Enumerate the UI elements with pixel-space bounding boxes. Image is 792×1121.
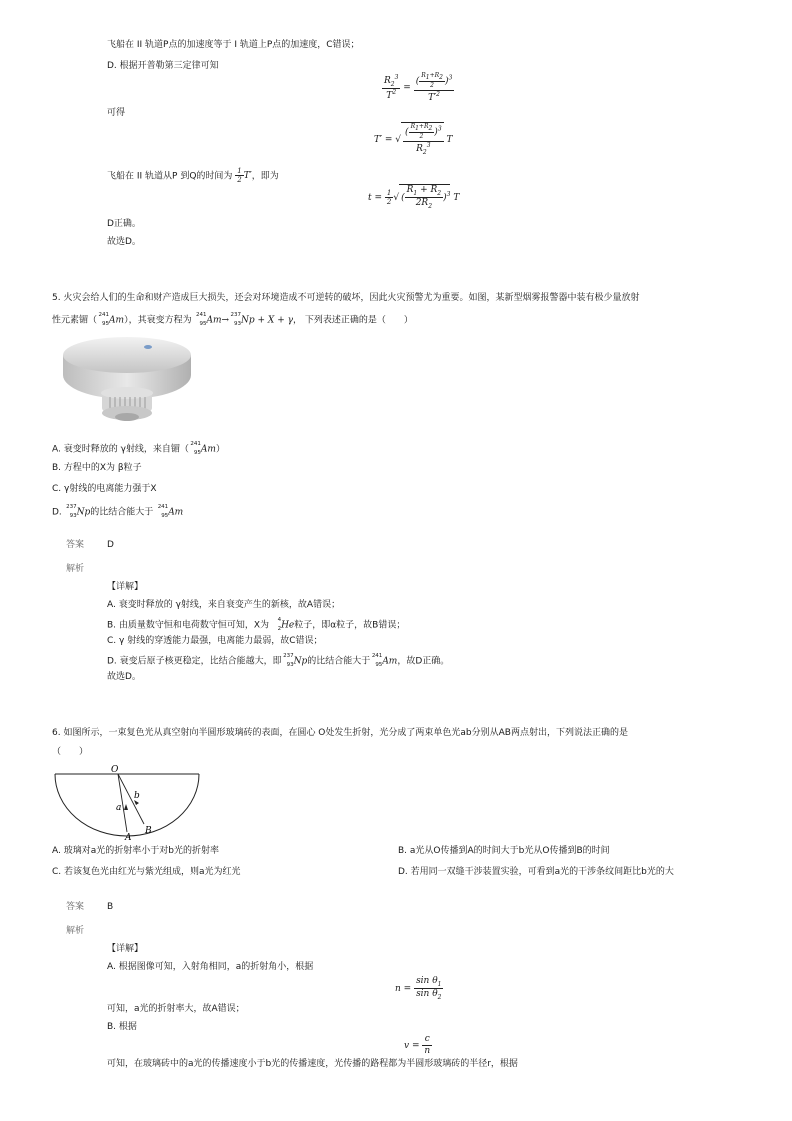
prev-time-line: 飞船在 II 轨道从P 到Q的时间为 $\frac{1}{2}$ T′，即为 xyxy=(107,167,279,185)
q6-solution-b: B. 根据 xyxy=(107,1022,137,1032)
light-speed-equation: v = $\frac{c}{n}$ xyxy=(404,1034,431,1056)
q6-stem-line-1: 6. 如图所示，一束复色光从真空射向半圆形玻璃砖的表面，在圆心 O处发生折射，光分成了两束单色光ab分别从AB两点射出，下列说法正确的是 xyxy=(52,728,628,738)
q5-answer-label: 答案 xyxy=(66,540,85,550)
smoke-detector-illustration xyxy=(60,333,194,433)
refraction-diagram xyxy=(52,762,202,840)
q6-option-b: B. a光从O传播到A的时间大于b光从O传播到B的时间 xyxy=(398,846,610,856)
label-a: a xyxy=(116,803,122,813)
prev-choose: 故选D。 xyxy=(107,237,141,247)
q5-answer-value: D xyxy=(107,540,114,550)
label-B: B xyxy=(145,826,152,836)
q5-option-b: B. 方程中的X为 β粒子 xyxy=(52,463,142,473)
prev-d-correct: D正确。 xyxy=(107,219,141,229)
q6-solution-a: A. 根据图像可知，入射角相同，a的折射角小，根据 xyxy=(107,962,314,972)
prev-option-d: D. 根据开普勒第三定律可知 xyxy=(107,61,219,71)
q6-detail-header: 【详解】 xyxy=(107,944,144,954)
q5-solution-d: D. 衰变后原子核更稳定，比结合能越大，即 237 93 Np的比结合能大于 241 95 Am，故D正确。 xyxy=(107,653,450,668)
q5-choose: 故选D。 xyxy=(107,672,141,682)
q5-stem-line-2: 性元素镅（ 241 95 Am），其衰变方程为 241 95 Am→ 237 93 Np + X + γ， 下列表述正确的是（ ） xyxy=(52,312,413,327)
kepler-equation: $\frac{R_2^3}{T^2}$ = ( $\frac{R1+R2}{2}$ )$^3$ $T'^2$ xyxy=(384,72,453,103)
q5-option-d: D. 237 93 Np的比结合能大于 241 95 Am xyxy=(52,504,184,519)
q5-stem-line-1: 5. 火灾会给人们的生命和财产造成巨大损失，还会对环境造成不可逆转的破坏，因此火灾预警尤为重要。如图，某新型烟雾报警器中装有极少量放射 xyxy=(52,293,640,303)
q5-analysis-label: 解析 xyxy=(66,564,85,574)
q6-answer-value: B xyxy=(107,902,114,912)
q6-option-a: A. 玻璃对a光的折射率小于对b光的折射率 xyxy=(52,846,219,856)
q5-option-c: C. γ射线的电离能力强于X xyxy=(52,484,157,494)
time-equation: t = $\frac{1}{2}$ √ ( $\frac{R_1 + R_2}{2R_2}$ )$^3$ T xyxy=(368,185,460,210)
label-o: O xyxy=(111,765,119,775)
label-b: b xyxy=(134,791,140,801)
q5-detail-header: 【详解】 xyxy=(107,582,144,592)
q6-solution-b-2: 可知，在玻璃砖中的a光的传播速度小于b光的传播速度，光传播的路程都为半圆形玻璃砖的半径r，根据 xyxy=(107,1059,518,1069)
q6-solution-a-2: 可知，a光的折射率大，故A错误； xyxy=(107,1004,245,1014)
q5-solution-c: C. γ 射线的穿透能力最强，电离能力最弱，故C错误； xyxy=(107,636,323,646)
prev-text-line-1: 飞船在 II 轨道P点的加速度等于 I 轨道上P点的加速度，C错误； xyxy=(107,40,360,50)
refractive-index-equation: n = $\frac{\sin \theta_1}{\sin \theta_2}$ xyxy=(395,976,442,1001)
semicircle-glass-figure xyxy=(52,762,202,840)
q6-option-c: C. 若该复色光由红光与紫光组成，则a光为红光 xyxy=(52,867,241,877)
q5-solution-a: A. 衰变时释放的 γ射线，来自衰变产生的新核，故A错误； xyxy=(107,600,341,610)
q6-analysis-label: 解析 xyxy=(66,926,85,936)
prev-can-get: 可得 xyxy=(107,108,126,118)
q6-option-d: D. 若用同一双缝干涉装置实验，可看到a光的干涉条纹间距比b光的大 xyxy=(398,867,674,877)
q5-option-a: A. 衰变时释放的 γ射线，来自镅（ 241 95 Am） xyxy=(52,441,225,456)
q5-solution-b: B. 由质量数守恒和电荷数守恒可知，X为 4 2 He粒子，即α粒子，故B错误； xyxy=(107,617,406,632)
q6-answer-label: 答案 xyxy=(66,902,85,912)
period-equation: T′ = √ ( $\frac{R1+R2}{2}$ )$^3$ $R_2^3$ T xyxy=(374,123,453,156)
q6-stem-line-2: （ ） xyxy=(52,747,89,757)
smoke-detector-image xyxy=(60,333,194,433)
label-A: A xyxy=(125,833,132,840)
